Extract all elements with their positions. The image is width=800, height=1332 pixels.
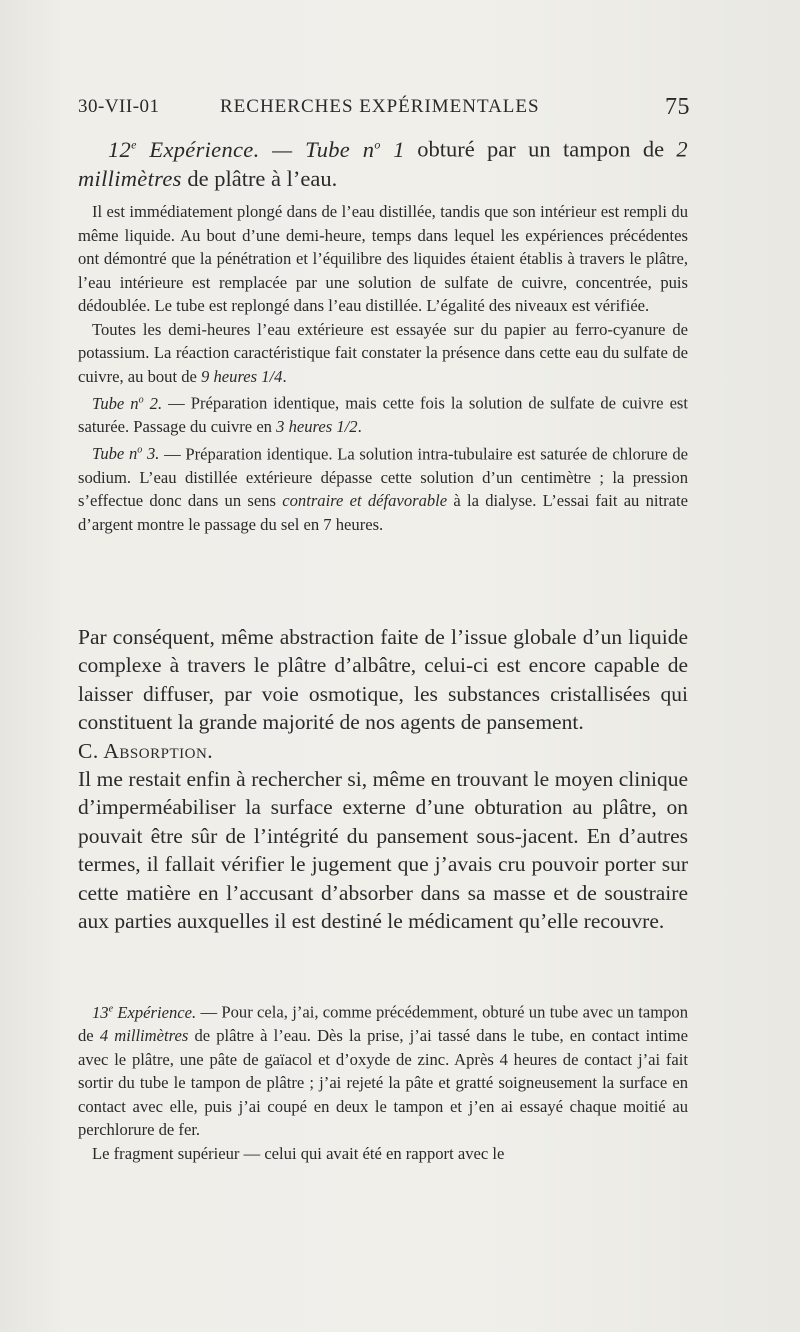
tube-label: Tube n xyxy=(92,444,138,464)
paragraph-text: à la dialyse. L’essai fait au nitrate d’argent montre le passage du sel en 7 heures. xyxy=(78,491,688,534)
paragraph xyxy=(78,388,688,439)
paragraph-text: de plâtre à l’eau. Dès la prise, j’ai tassé dans le tube, en contact intime avec le plâtre, une pâte de gaïacol et d’oxyde de zinc. Après 4 heures de contact j’ai fait sortir du tube le tampon de plâtre ; j’ai rejeté la pâte et gratté soigneusement la surface en contact avec elle, puis j’ai coupé en deux le tampon et j’en ai essayé chaque moitié au perchlorure de fer. xyxy=(78,1026,689,1140)
exp13-number: 13 xyxy=(92,1002,109,1022)
running-title: RECHERCHES EXPÉRIMENTALES xyxy=(220,96,540,117)
page-number: 75 xyxy=(665,94,690,120)
paragraph: Il est immédiatement plongé dans de l’eau distillée, tandis que son intérieur est rempli du même liquide. Au bout d’une demi-heure, temps dans lequel les expériences précédentes ont démontré que la pénétration et l’équilibre des liquides étaient établis à travers le plâtre, l’eau intérieure est remplacée par une solution de sulfate de cuivre, concentrée, puis dédoublée. Le tube est replongé dans l’eau distillée. L’égalité des niveaux est vérifiée. xyxy=(78,202,688,315)
paragraph: Par conséquent, même abstraction faite de l’issue globale d’un liquide complexe à travers le plâtre d’albâtre, celui-ci est encore capable de laisser diffuser, par voie osmotique, les substances cristallisées qui constituent la grande majorité de nos agents de pansement. xyxy=(78,625,688,735)
emphasis: contraire et défavorable xyxy=(282,491,448,511)
exp12-n: n xyxy=(362,136,375,162)
exp12-text1: obturé par un tampon de xyxy=(417,136,665,162)
emphasis: 9 heures 1/4 xyxy=(201,366,283,386)
paragraph-text: — Préparation identique, mais cette fois la solution de sulfate de cuivre est saturée. Passage du cuivre en xyxy=(78,393,688,437)
tube-number: 3. xyxy=(146,444,160,464)
experiment-12-body xyxy=(78,200,688,536)
paragraph: Le fragment supérieur — celui qui avait été en rapport avec le xyxy=(92,1143,505,1163)
tube-sup: o xyxy=(138,394,144,405)
exp12-mm: 2 millimètres xyxy=(78,136,688,191)
running-header xyxy=(78,94,690,126)
exp12-sup: e xyxy=(131,137,137,151)
tube-number: 2. xyxy=(149,393,163,413)
paragraph: Il me restait enfin à rechercher si, même en trouvant le moyen clinique d’imperméabiliser la surface externe d’une obturation au plâtre, on pouvait être sûr de l’intégrité du pansement sous-jacent. En d’autres termes, il fallait vérifier le jugement que j’avais cru pouvoir porter sur cette matière en l’accusant d’absorber dans sa masse et de soustraire aux parties auxquelles il est destiné le médicament qu’elle recouvre. xyxy=(78,767,688,934)
paragraph xyxy=(78,439,688,537)
paragraph-text: — Préparation identique. La solution intra-tubulaire est saturée de chlorure de sodium. L’eau distillée extérieure dépasse cette solution d’un centimètre ; la pression s’effectue donc dans un sens xyxy=(78,444,688,511)
exp12-text2: de plâtre à l’eau. xyxy=(187,165,338,191)
tube-label: Tube n xyxy=(92,393,139,413)
exp12-number: 12 xyxy=(108,136,132,162)
exp12-label: Expérience. — Tube xyxy=(149,136,351,162)
paragraph-text: . xyxy=(282,366,287,386)
main-text xyxy=(78,623,688,935)
folio-signature: 30-VII-01 xyxy=(78,96,160,117)
paragraph-text: Toutes les demi-heures l’eau extérieure est essayée sur du papier au ferro-cyanure de potassium. La réaction caractéristique fait constater la présence dans cette eau du sulfate de cuivre, au bout de xyxy=(78,319,688,386)
paragraph xyxy=(78,318,688,389)
paragraph-text: — Pour cela, j’ai, comme précédemment, obturé un tube avec un tampon de xyxy=(78,1002,688,1046)
exp13-label: Expérience. xyxy=(117,1002,197,1022)
exp12-n-sup: o xyxy=(374,137,381,151)
paragraph-text: . xyxy=(357,417,362,437)
tube-sup: o xyxy=(137,444,143,456)
paragraph xyxy=(78,997,688,1142)
experiment-13-body xyxy=(78,997,688,1165)
emphasis: 4 millimètres xyxy=(99,1026,189,1046)
section-heading: C. Absorption. xyxy=(78,738,214,763)
emphasis: 3 heures 1/2 xyxy=(276,417,358,437)
exp13-sup: e xyxy=(108,1003,114,1014)
exp12-tube-num: 1 xyxy=(393,136,405,162)
experiment-12-heading xyxy=(78,130,688,193)
